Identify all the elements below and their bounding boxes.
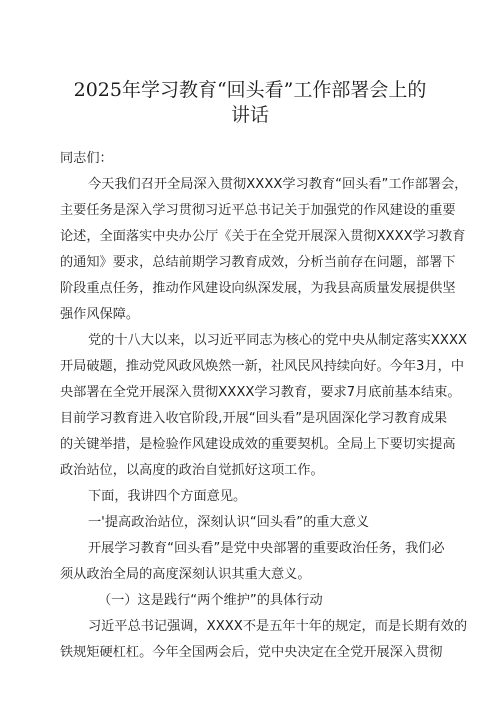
paragraph-line: 政治站位，以高度的政治自觉抓好这项工作。 [60, 463, 324, 478]
paragraph-line: 须从政治全局的高度深刻认识其重大意义。 [60, 567, 311, 582]
section-heading: 一'提高政治站位，深刻认识“回头看”的重大意义 [88, 515, 370, 530]
paragraph-line: 强作风保障。 [60, 307, 140, 322]
document-title-line-1: 2025年学习教育“回头看”工作部署会上的 [73, 79, 427, 101]
paragraph-line: 的通知》要求，总结前期学习教育成效，分析当前存在问题，部署下 [60, 255, 456, 270]
paragraph-line: 主要任务是深入学习贯彻习近平总书记关于加强党的作风建设的重要 [60, 203, 456, 218]
document-title-line-2: 讲话 [230, 104, 269, 126]
subsection-heading: （一）这是践行“两个维护”的具体行动 [98, 593, 323, 608]
paragraph-line: 党的十八大以来，以习近平同志为核心的党中央从制定落实XXXX [88, 333, 468, 348]
paragraph-line: 目前学习教育进入收官阶段,开展“回头看”是巩固深化学习教育成果 [60, 411, 448, 426]
paragraph-line: 央部署在全党开展深入贯彻XXXX学习教育，要求7月底前基本结束。 [60, 385, 461, 400]
paragraph-line: 习近平总书记强调，XXXX不是五年十年的规定，而是长期有效的 [88, 619, 468, 634]
paragraph-line: 论述，全面落实中央办公厅《关于在全党开展深入贯彻XXXX学习教育 [60, 229, 466, 244]
paragraph-line: 阶段重点任务，推动作风建设向纵深发展，为我县高质量发展提供坚 [60, 281, 456, 296]
paragraph-line: 开局破题，推动党风政风焕然一新，社风民风持续向好。今年3月，中 [60, 359, 465, 374]
salutation: 同志们： [60, 151, 113, 166]
paragraph-line: 今天我们召开全局深入贯彻XXXX学习教育“回头看”工作部署会， [88, 177, 468, 192]
paragraph-line: 的关键举措，是检验作风建设成效的重要契机。全局上下要切实提高 [60, 437, 456, 452]
paragraph-line: 铁规矩硬杠杠。今年全国两会后，党中央决定在全党开展深入贯彻 [60, 645, 443, 660]
paragraph-line: 下面，我讲四个方面意见。 [88, 489, 247, 504]
paragraph-line: 开展学习教育“回头看”是党中央部署的重要政治任务，我们必 [88, 541, 445, 556]
